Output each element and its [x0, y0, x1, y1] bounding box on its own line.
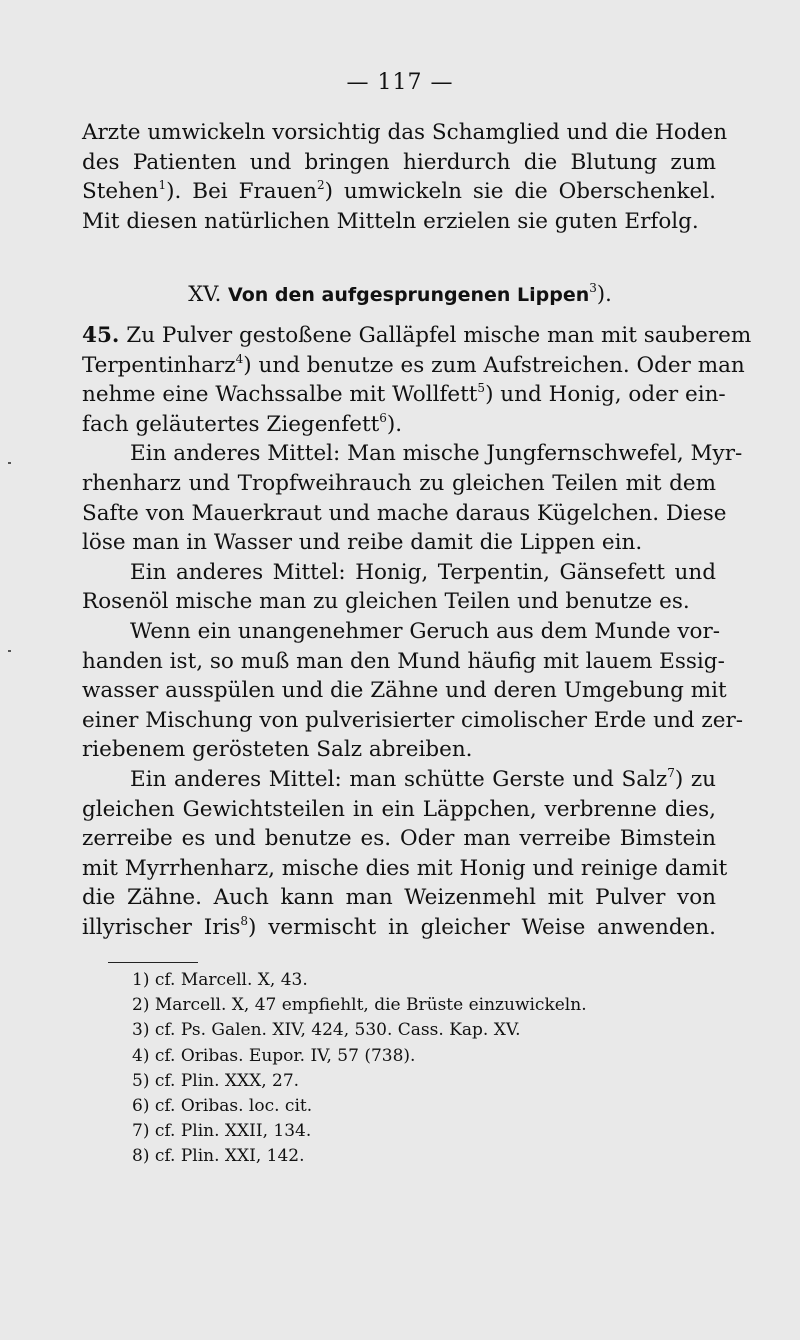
section-heading: XV. Von den aufgesprungenen Lippen$^3$).	[188, 281, 612, 306]
text-line: fach geläutertes Ziegenfett$^6$).	[82, 410, 403, 437]
text-line: rhenharz und Tropfweihrauch zu gleichen Teilen mit dem	[82, 470, 716, 496]
text-line: Ein anderes Mittel: man schütte Gerste und Salz$^7$) zu	[130, 765, 716, 792]
footnote: 3) cf. Ps. Galen. XIV, 424, 530. Cass. Kap. XV.	[132, 1020, 521, 1041]
text-line: die Zähne. Auch kann man Weizenmehl mit Pulver von	[82, 885, 716, 911]
text-line: 45. Zu Pulver gestoßene Galläpfel mische man mit sauberem	[82, 323, 752, 348]
text-line: zerreibe es und benutze es. Oder man verreibe Bimstein	[82, 826, 716, 852]
footnote-marker: 5	[477, 381, 486, 396]
text-line: illyrischer Iris$^8$) vermischt in gleicher Weise anwenden.	[82, 913, 716, 940]
text-line: Terpentinharz$^4$) und benutze es zum Aufstreichen. Oder man	[82, 351, 745, 378]
section-numeral: XV.	[188, 282, 222, 306]
text-line: mit Myrrhenharz, mische dies mit Honig und reinige damit	[82, 855, 728, 881]
text-line: einer Mischung von pulverisierter cimolischer Erde und zer-	[82, 707, 743, 733]
footnote: 7) cf. Plin. XXII, 134.	[132, 1121, 312, 1142]
footnote-marker: 3	[589, 281, 597, 295]
text-line: Ein anderes Mittel: Man mische Jungfernschwefel, Myr-	[130, 441, 743, 467]
text-line: gleichen Gewichtsteilen in ein Läppchen, verbrenne dies,	[82, 796, 716, 822]
page-number: — 117 —	[346, 70, 454, 95]
text-line: des Patienten und bringen hierdurch die Blutung zum	[82, 149, 716, 175]
footnote-marker: 8	[240, 913, 249, 928]
footnote: 8) cf. Plin. XXI, 142.	[132, 1146, 305, 1167]
text-line: Wenn ein unangenehmer Geruch aus dem Munde vor-	[130, 618, 721, 644]
text-line: Mit diesen natürlichen Mitteln erzielen sie guten Erfolg.	[82, 208, 699, 234]
scan-speck	[8, 650, 11, 652]
footnote-marker: 1	[158, 178, 167, 193]
footnote-marker: 2	[317, 178, 325, 193]
scan-speck	[8, 462, 11, 464]
text-line: nehme eine Wachssalbe mit Wollfett$^5$) und Honig, oder ein-	[82, 381, 726, 408]
footnotes	[132, 968, 587, 1170]
text-line: Ein anderes Mittel: Honig, Terpentin, Gänsefett und	[130, 559, 716, 585]
footnote: 6) cf. Oribas. loc. cit.	[132, 1096, 313, 1117]
footnote: 4) cf. Oribas. Eupor. IV, 57 (738).	[132, 1045, 416, 1066]
paragraph-number: 45.	[82, 323, 120, 348]
paragraph-continuation	[82, 118, 728, 236]
footnote-marker: 7	[667, 765, 675, 780]
text-line: wasser ausspülen und die Zähne und deren Umgebung mit	[82, 678, 727, 704]
text-line: Arzte umwickeln vorsichtig das Schamglied und die Hoden	[82, 120, 728, 145]
text-line: Stehen$^1$). Bei Frauen$^2$) umwickeln sie die Oberschenkel.	[82, 178, 716, 205]
footnote: 5) cf. Plin. XXX, 27.	[132, 1070, 300, 1091]
paragraph-45	[82, 321, 752, 942]
footnote-marker: 4	[235, 351, 244, 366]
footnote-rule	[108, 962, 198, 963]
text-line: Rosenöl mische man zu gleichen Teilen und benutze es.	[82, 589, 690, 615]
footnote: 2) Marcell. X, 47 empfiehlt, die Brüste einzuwickeln.	[132, 995, 587, 1016]
section-title: Von den aufgesprungenen Lippen	[228, 284, 590, 306]
text-line: Safte von Mauerkraut und mache daraus Kügelchen. Diese	[82, 500, 727, 526]
footnote: 1) cf. Marcell. X, 43.	[132, 970, 308, 990]
text-line: löse man in Wasser und reibe damit die Lippen ein.	[82, 530, 643, 556]
footnote-marker: 6	[379, 410, 387, 425]
text-line: riebenem gerösteten Salz abreiben.	[82, 737, 473, 763]
text-line: handen ist, so muß man den Mund häufig mit lauem Essig-	[82, 648, 725, 674]
